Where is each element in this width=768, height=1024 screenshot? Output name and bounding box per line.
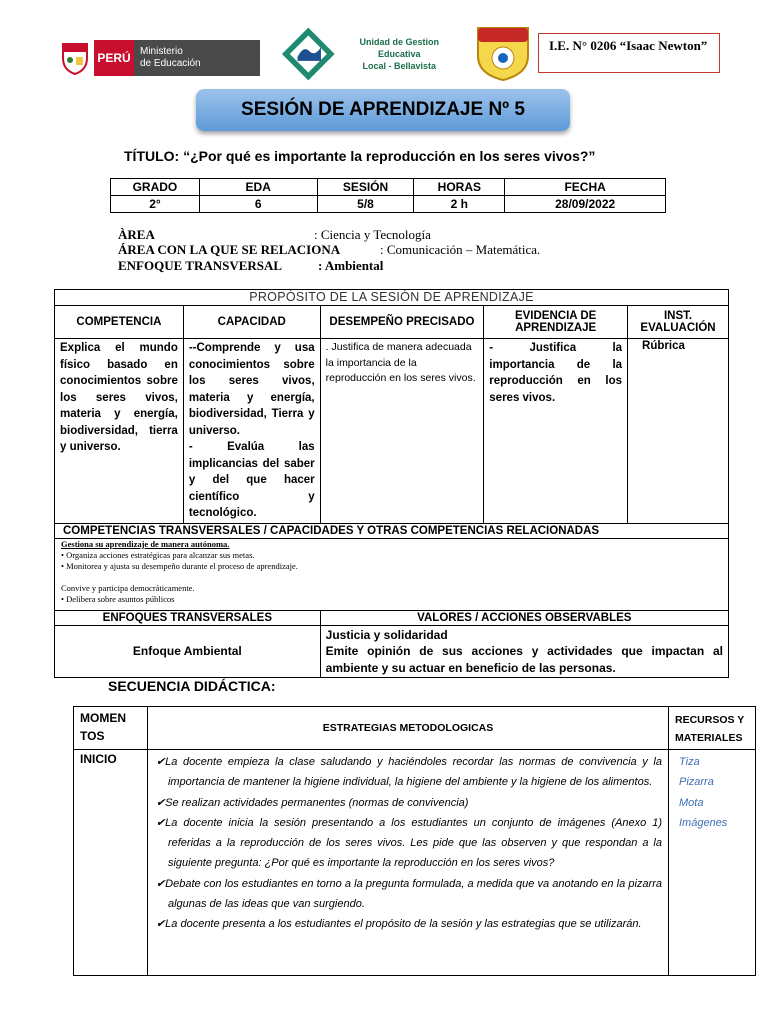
competencia-header: COMPETENCIA xyxy=(55,306,184,339)
ministerio-label: Ministerio de Educación xyxy=(134,40,260,76)
competencia-cell: Explica el mundo físico basado en conocimientos sobre los seres vivos, materia y energía, biodiversidad, tierra y universo. xyxy=(55,339,184,524)
horas-value: 2 h xyxy=(414,196,505,213)
inicio-strategies xyxy=(147,750,668,976)
desempeno-header: DESEMPEÑO PRECISADO xyxy=(320,306,484,339)
sesion-header: SESIÓN xyxy=(317,179,414,196)
capacidad-header: CAPACIDAD xyxy=(183,306,320,339)
capacidad-cell: --Comprende y usa conocimientos sobre los seres vivos, materia y energía, biodiversidad, Tierra y universo. - Evalúa las implicancias del saber y del que hacer científico y tecnológico. xyxy=(183,339,320,524)
peru-shield-icon xyxy=(58,40,92,76)
evidencia-cell: - Justifica la importancia de la reproducción en los seres vivos. xyxy=(484,339,628,524)
inicio-recursos xyxy=(669,750,756,976)
instrumento-header: INST. EVALUACIÓN xyxy=(628,306,729,339)
valores-header: VALORES / ACCIONES OBSERVABLES xyxy=(320,610,728,625)
instrumento-cell: Rúbrica xyxy=(628,339,729,524)
secuencia-title: SECUENCIA DIDÁCTICA: xyxy=(108,678,276,694)
ugel-emblem-icon xyxy=(280,25,337,83)
inicio-label: INICIO xyxy=(74,750,148,976)
strategy-item: ✔Debate con los estudiantes en torno a la pregunta formulada, a medida que va anotando en la pizarra algunas de las ideas que van surgiendo. xyxy=(155,877,662,911)
school-name-box: I.E. N° 0206 “Isaac Newton” xyxy=(538,33,720,73)
proposito-table xyxy=(54,289,729,678)
strategy-item: ✔La docente inicia la sesión presentando a los estudiantes un conjunto de imágenes (Anexo 1) referidas a la reproducción de los seres vivos. Les pide que las observen y que respondan a la siguiente pregunta: ¿Por qué es importante la reproducción en los seres vivos? xyxy=(155,816,662,870)
secuencia-table xyxy=(73,706,756,976)
session-info-table xyxy=(110,178,666,213)
eda-header: EDA xyxy=(199,179,317,196)
ugel-text: Unidad de Gestion Educativa Local - Bellavista xyxy=(359,37,440,71)
horas-header: HORAS xyxy=(414,179,505,196)
grado-header: GRADO xyxy=(111,179,200,196)
evidencia-header: EVIDENCIA DE APRENDIZAJE xyxy=(484,306,628,339)
recurso-item: Pizarra xyxy=(679,776,714,789)
valores-cell: Justicia y solidaridad Emite opinión de sus acciones y actividades que impactan al ambiente y su actuar en beneficio de las personas. xyxy=(320,625,728,678)
proposito-title: PROPÓSITO DE LA SESIÓN DE APRENDIZAJE xyxy=(55,290,729,306)
enfoque-line: ENFOQUE TRANSVERSAL : Ambiental xyxy=(118,258,384,273)
enfoque-ambiental-cell: Enfoque Ambiental xyxy=(55,625,321,678)
peru-label: PERÚ xyxy=(94,40,134,76)
area-relacionada-line: ÁREA CON LA QUE SE RELACIONA : Comunicación – Matemática. xyxy=(118,242,541,257)
eda-value: 6 xyxy=(199,196,317,213)
transversales-content: Gestiona su aprendizaje de manera autónoma. • Organiza acciones estratégicas para alcanzar sus metas. • Monitorea y ajusta su desempeño durante el proceso de aprendizaje. Convive y participa democráticamente. • Delibera sobre asuntos públicos xyxy=(55,538,729,610)
enfoques-header: ENFOQUES TRANSVERSALES xyxy=(55,610,321,625)
momentos-header: MOMEN TOS xyxy=(74,707,148,750)
recursos-header: RECURSOS Y MATERIALES xyxy=(669,707,756,750)
fecha-value: 28/09/2022 xyxy=(505,196,666,213)
school-badge-icon xyxy=(472,22,534,82)
session-topic-title: TÍTULO: “¿Por qué es importante la reproducción en los seres vivos?” xyxy=(124,148,596,164)
desempeno-cell: . Justifica de manera adecuada la importancia de la reproducción en los seres vivos. xyxy=(320,339,484,524)
strategy-item: ✔La docente presenta a los estudiantes el propósito de la sesión y las estrategias que se utilizarán. xyxy=(155,918,642,931)
estrategias-header: ESTRATEGIAS METODOLOGICAS xyxy=(147,707,668,750)
minedu-logo xyxy=(58,38,260,78)
session-title-banner: SESIÓN DE APRENDIZAJE Nº 5 xyxy=(196,89,570,131)
strategy-item: ✔La docente empieza la clase saludando y haciéndoles recordar las normas de convivencia y la importancia de mantener la higiene individual, la higiene del ambiente y la higiene de los alimentos. xyxy=(155,756,662,789)
grado-value: 2° xyxy=(111,196,200,213)
sesion-value: 5/8 xyxy=(317,196,414,213)
recurso-item: Imágenes xyxy=(679,816,728,829)
recurso-item: Tiza xyxy=(679,756,700,768)
area-line: ÀREA : Ciencia y Tecnología xyxy=(118,227,431,242)
ugel-logo xyxy=(280,24,460,84)
transversales-header: COMPETENCIAS TRANSVERSALES / CAPACIDADES Y OTRAS COMPETENCIAS RELACIONADAS xyxy=(55,523,729,538)
fecha-header: FECHA xyxy=(505,179,666,196)
recurso-item: Mota xyxy=(679,796,704,809)
strategy-item: ✔Se realizan actividades permanentes (normas de convivencia) xyxy=(155,796,469,809)
